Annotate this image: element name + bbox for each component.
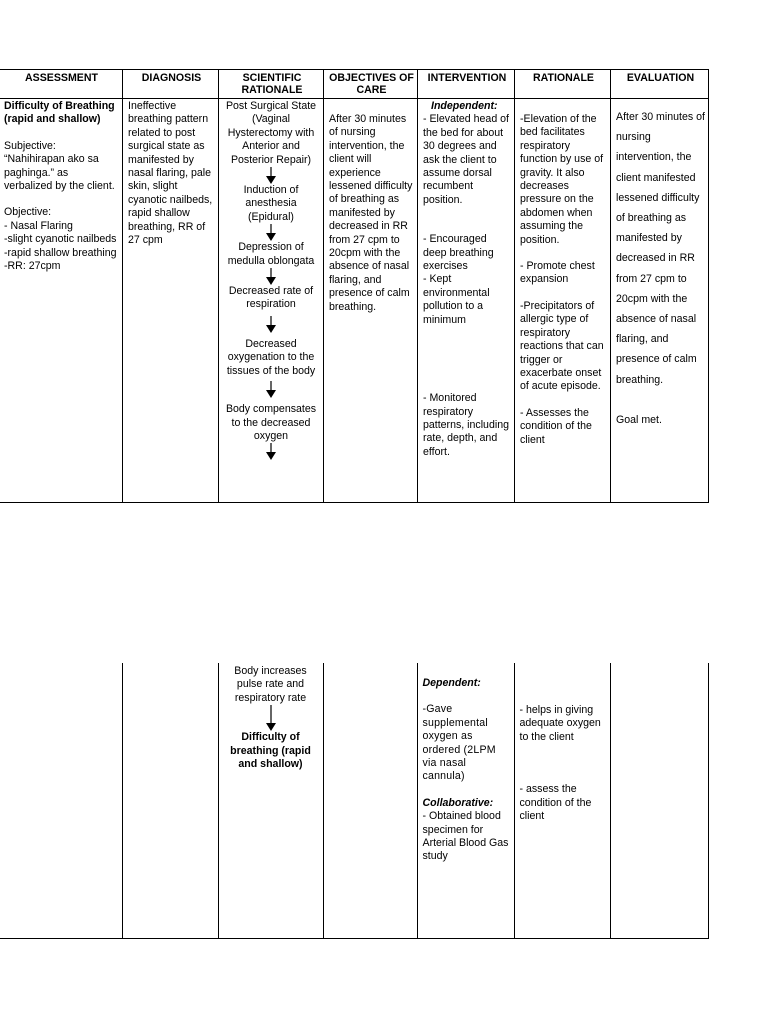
- rationale-item: - Promote chest expansion: [520, 260, 595, 286]
- down-arrow-icon: [222, 167, 320, 184]
- header-rationale: RATIONALE: [515, 70, 611, 99]
- rationale-cell: [515, 99, 611, 503]
- assessment-cell-continued: [0, 663, 122, 938]
- down-arrow-icon: [222, 378, 320, 403]
- rationale-step: Decreased rate of respiration: [228, 285, 314, 311]
- rationale-step: Body increases pulse rate and respiratory rate: [234, 665, 307, 704]
- objectives-cell: [324, 99, 418, 503]
- rationale-step: Body compensates to the decreased oxygen: [225, 403, 317, 442]
- down-arrow-icon: [222, 268, 320, 285]
- objective-item: - Nasal Flaring: [4, 219, 73, 232]
- objective-item: -RR: 27cpm: [4, 260, 61, 273]
- collaborative-label: Collaborative:: [422, 796, 494, 809]
- header-assessment: ASSESSMENT: [0, 70, 123, 99]
- down-arrow-icon: [222, 312, 320, 338]
- dependent-label: Dependent:: [422, 677, 481, 689]
- evaluation-cell-continued: [610, 663, 708, 938]
- objective-item: -rapid shallow breathing: [4, 246, 117, 259]
- intervention-item: - Kept environmental pollution to a minimum: [423, 273, 490, 326]
- rationale-cell-continued: [514, 663, 610, 938]
- rationale-item: -Elevation of the bed facilitates respiratory function by use of gravity. It also decreases pressure on the abdomen when assuming the position.: [520, 113, 604, 246]
- down-arrow-icon: [222, 443, 320, 461]
- intervention-item: - Monitored respiratory patterns, including rate, depth, and effort.: [423, 392, 509, 458]
- intervention-item: - Elevated head of the bed for about 30 degrees and ask the client to assume dorsal recumbent position.: [423, 113, 509, 206]
- rationale-step: Post Surgical State (Vaginal Hysterectomy with Anterior and Posterior Repair): [225, 100, 317, 166]
- rationale-item: -Precipitators of allergic type of respiratory reactions that can trigger or exacerbate onset of acute episode.: [520, 299, 604, 393]
- objective-item: -slight cyanotic nailbeds: [4, 233, 117, 246]
- intervention-item: - Encouraged deep breathing exercises: [423, 233, 494, 273]
- header-evaluation: EVALUATION: [611, 70, 709, 99]
- objective-label: Objective:: [4, 206, 52, 219]
- rationale-item: - Assesses the condition of the client: [520, 406, 592, 446]
- down-arrow-icon: [222, 224, 320, 241]
- down-arrow-icon: [222, 705, 320, 731]
- diagnosis-text: Ineffective breathing pattern related to post surgical state as manifested by nasal flaring, pale skin, slight cyanotic nailbeds, rapid shallow breathing, RR of 27 cpm: [128, 100, 213, 247]
- assessment-title: Difficulty of Breathing (rapid and shallow): [4, 100, 115, 126]
- evaluation-text: After 30 minutes of nursing intervention, the client manifested lessened difficulty of breathing as manifested by decreased in RR from 27 cpm to 20cpm with the absence of nasal flaring, and presence of calm breathing.: [616, 111, 705, 386]
- care-plan-page-1: [0, 69, 708, 503]
- rationale-item: - helps in giving adequate oxygen to the client: [519, 704, 601, 743]
- independent-label: Independent:: [431, 100, 498, 112]
- final-step: Difficulty of breathing (rapid and shallow): [230, 731, 311, 771]
- intervention-item: - Obtained blood specimen for Arterial Blood Gas study: [422, 810, 509, 863]
- scientific-rationale-cell: [219, 99, 324, 503]
- rationale-step: Decreased oxygenation to the tissues of the body: [226, 337, 316, 377]
- evaluation-cell: [611, 99, 709, 503]
- rationale-step: Induction of anesthesia (Epidural): [243, 184, 299, 223]
- content-row-continued: [0, 663, 708, 938]
- care-plan-page-2: [0, 663, 708, 939]
- rationale-step: Depression of medulla oblongata: [227, 241, 315, 267]
- subjective-text: “Nahihirapan ako sa paghinga.” as verbalized by the client.: [4, 153, 115, 193]
- rationale-item: - assess the condition of the client: [519, 783, 592, 823]
- assessment-cell: [0, 99, 123, 503]
- evaluation-result: Goal met.: [616, 413, 662, 426]
- scientific-rationale-cell-continued: [218, 663, 323, 938]
- intervention-cell: [418, 99, 515, 503]
- header-intervention: INTERVENTION: [418, 70, 515, 99]
- objectives-text: After 30 minutes of nursing intervention, the client will experience lessened difficulty of breathing as manifested by decreased in RR from 27 cpm to 20cpm with the absence of nasal flaring, and presence of calm breathing.: [329, 113, 413, 313]
- intervention-item: -Gave supplemental oxygen as ordered (2LPM via nasal cannula): [422, 703, 496, 783]
- subjective-label: Subjective:: [4, 139, 56, 152]
- objectives-cell-continued: [323, 663, 417, 938]
- diagnosis-cell: [123, 99, 219, 503]
- intervention-cell-continued: [417, 663, 514, 938]
- diagnosis-cell-continued: [122, 663, 218, 938]
- header-row: [0, 70, 709, 99]
- header-objectives: OBJECTIVES OF CARE: [324, 70, 418, 99]
- care-plan-table: [0, 69, 709, 503]
- header-scientific-rationale: SCIENTIFIC RATIONALE: [219, 70, 324, 99]
- header-diagnosis: DIAGNOSIS: [123, 70, 219, 99]
- content-row: [0, 99, 709, 503]
- care-plan-table-continued: [0, 663, 709, 939]
